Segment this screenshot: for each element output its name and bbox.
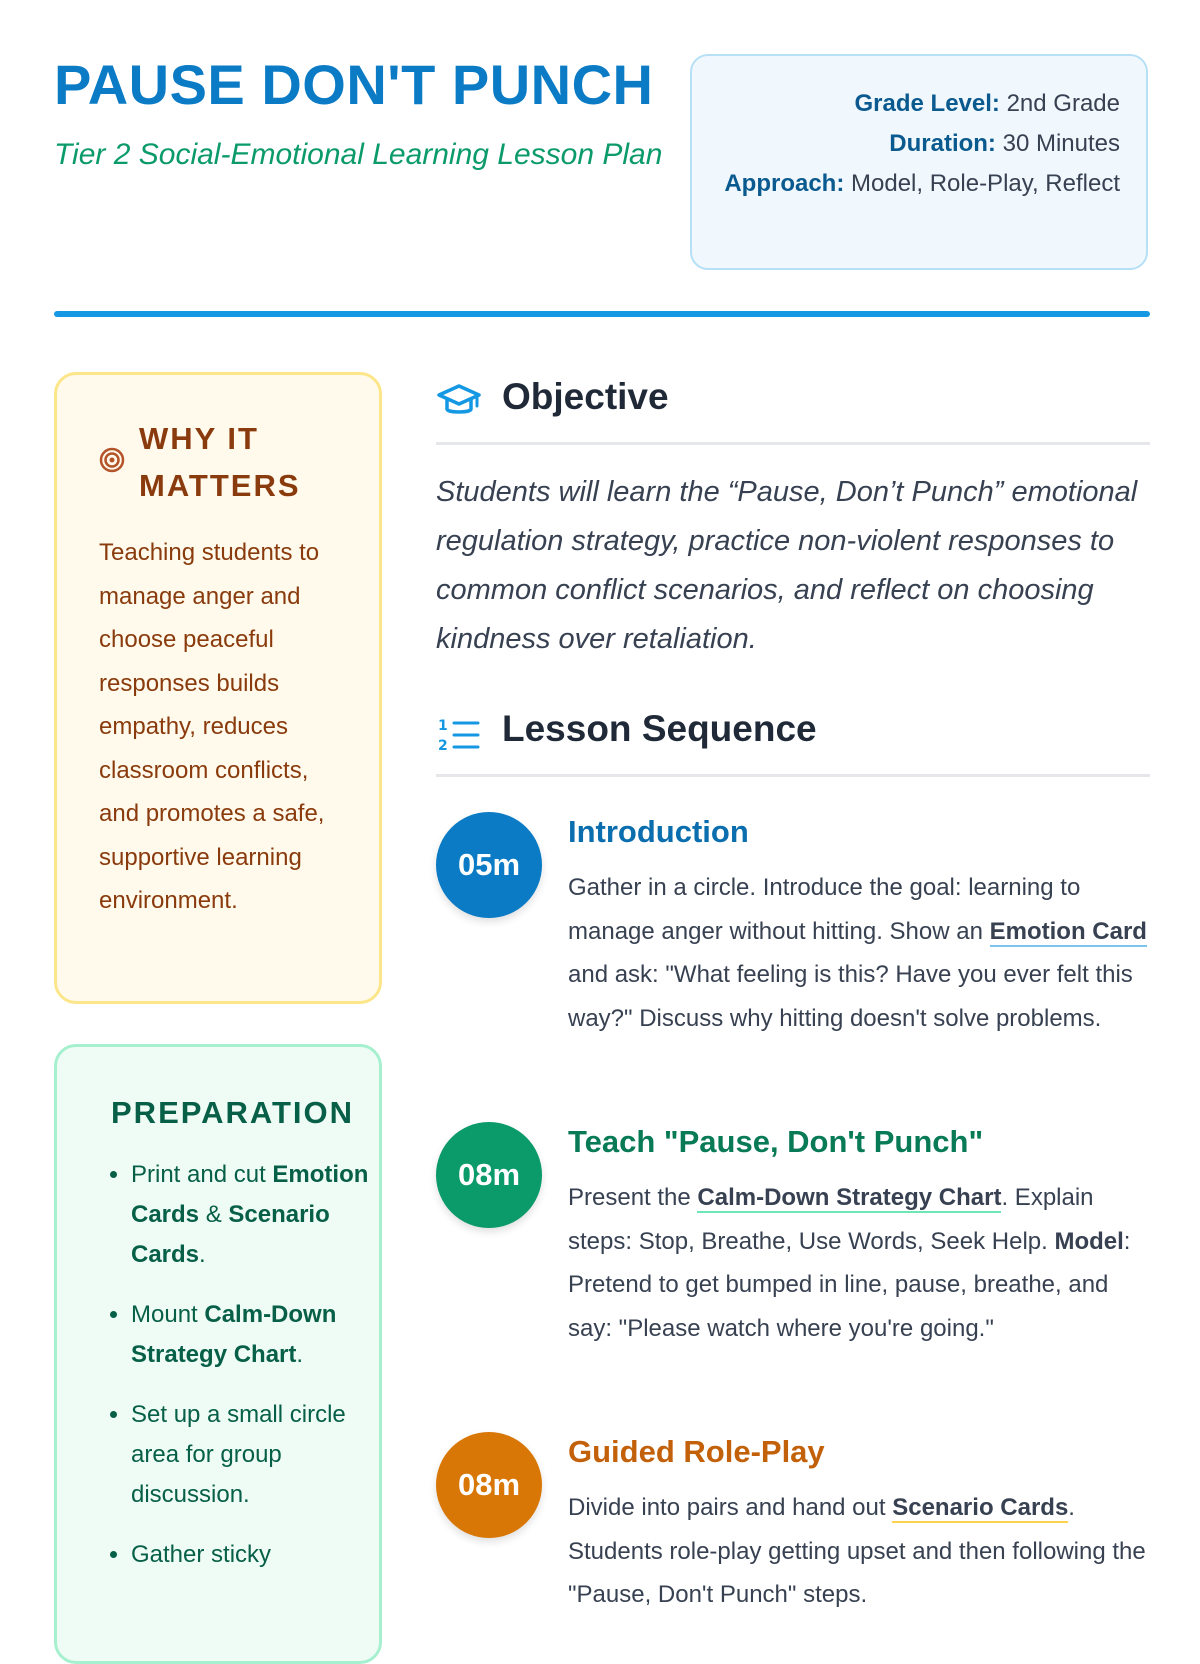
- lesson-meta-box: [690, 54, 1148, 270]
- step-title: Introduction: [568, 814, 749, 849]
- objective-header: [436, 376, 1150, 445]
- step-description: Gather in a circle. Introduce the goal: learning to manage anger without hitting. Show an Emotion Card and ask: "What feeling is this? Have you ever felt this way?" Discuss why hitting doesn't solve problems.: [568, 874, 1147, 1032]
- lesson-sequence-header: [436, 708, 1150, 777]
- calm-down-chart-link[interactable]: Calm-Down Strategy Chart: [697, 1184, 1002, 1211]
- emotion-card-link[interactable]: Emotion Card: [989, 917, 1147, 945]
- list-item: • Gather sticky: [131, 1535, 381, 1575]
- why-it-matters-title: WHY IT MATTERS: [139, 421, 301, 503]
- graduation-cap-icon: [436, 382, 482, 427]
- page-title: PAUSE DON'T PUNCH: [54, 53, 654, 116]
- lesson-sequence-heading: Lesson Sequence: [502, 708, 817, 749]
- list-item: • Mount Calm-Down Strategy Chart.: [131, 1295, 381, 1375]
- preparation-title: PREPARATION: [111, 1095, 355, 1130]
- objective-heading: Objective: [502, 376, 669, 417]
- target-icon: [99, 447, 125, 478]
- lesson-plan-page: [54, 0, 1150, 1608]
- meta-grade: Grade Level: 2nd Grade: [854, 90, 1120, 117]
- svg-text:2: 2: [438, 738, 448, 754]
- step-title: Teach "Pause, Don't Punch": [568, 1124, 984, 1159]
- list-item: • Print and cut Emotion Cards & Scenario Cards.: [131, 1155, 381, 1275]
- preparation-list: [77, 1155, 381, 1595]
- step-title: Guided Role-Play: [568, 1434, 825, 1469]
- svg-text:1: 1: [438, 718, 448, 734]
- duration-badge: 05m: [436, 812, 542, 918]
- list-item: • Set up a small circle area for group discussion.: [131, 1395, 381, 1515]
- header-divider: [54, 311, 1150, 317]
- step-description: Divide into pairs and hand out Scenario Cards. Students role-play getting upset and then following the "Pause, Don't Punch" steps.: [568, 1494, 1146, 1608]
- duration-badge: 08m: [436, 1432, 542, 1538]
- objective-text: Students will learn the “Pause, Don’t Punch” emotional regulation strategy, practice non-violent responses to common conflict scenarios, and reflect on choosing kindness over retaliation.: [436, 476, 1138, 655]
- numbered-list-icon: [436, 714, 482, 763]
- why-it-matters-card: [54, 372, 382, 1004]
- page-subtitle: Tier 2 Social-Emotional Learning Lesson Plan: [54, 138, 663, 171]
- meta-duration: Duration: 30 Minutes: [889, 130, 1120, 157]
- meta-approach: Approach: Model, Role-Play, Reflect: [724, 170, 1120, 197]
- duration-badge: 08m: [436, 1122, 542, 1228]
- step-description: Present the Calm-Down Strategy Chart. Explain steps: Stop, Breathe, Use Words, Seek Help. Model: Pretend to get bumped in line, pause, breathe, and say: "Please watch where you're going.": [568, 1184, 1131, 1342]
- why-it-matters-text: Teaching students to manage anger and choose peaceful responses builds empathy, reduces classroom conflicts, and promotes a safe, supportive learning environment.: [99, 539, 325, 914]
- scenario-cards-link[interactable]: Scenario Cards: [892, 1494, 1069, 1521]
- preparation-card: [54, 1044, 382, 1664]
